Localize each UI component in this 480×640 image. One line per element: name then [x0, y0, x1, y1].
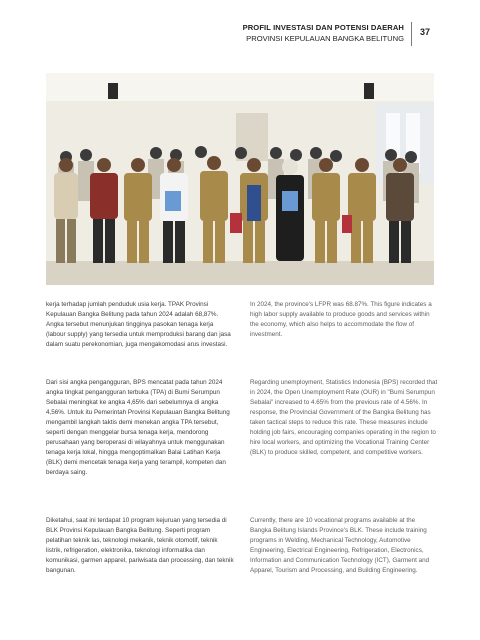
page-number: 37 [420, 27, 431, 37]
left-paragraph-1 [46, 300, 234, 350]
header-title [243, 22, 404, 44]
left-paragraph-2-text: Dari sisi angka pengangguran, BPS mencatat pada tahun 2024 angka tingkat pengangguran terbuka (TPA) di Bumi Serumpun Sebalai meningkat ke angka 4,65% dari sebelumnya di angka 4,56%. Untuk itu Pemerintah Provinsi Kepulauan Bangka Belitung mengambil langkah taktis demi menekan angka TPA tersebut, seperti dengan menggelar bursa tenaga kerja, mendorong perusahaan yang beroperasi di wilayahnya untuk menggunakan tenaga kerja lokal, hingga mengoptimalkan Balai Latihan Kerja (BLK) demi mencetak tenaga kerja yang terampil, kompeten dan berdaya saing. [46, 379, 230, 476]
left-paragraph-3-text: Diketahui, saat ini terdapat 10 program kejuruan yang tersedia di BLK Provinsi Kepulauan Bangka Belitung. Seperti program pelatihan teknik las, teknologi mekanik, teknik otomotif, teknik listrik, refrigeration, elektronika, teknologi informatika dan komunikasi, garmen apparel, pariwisata dan processing, dan teknik bangunan. [46, 517, 234, 574]
group-photo [46, 73, 434, 285]
right-paragraph-3 [250, 516, 438, 576]
group-photo-illustration [46, 73, 434, 285]
header-divider [411, 22, 412, 46]
right-paragraph-1 [250, 300, 438, 340]
left-paragraph-1-text: kerja terhadap jumlah penduduk usia kerja. TPAK Provinsi Kepulauan Bangka Belitung pada tahun 2024 adalah 68,87%. Angka tersebut menunjukan tingginya pasokan tenaga kerja (labour supply) yang tersedia untuk memproduksi barang dan jasa dalam suatu perekonomian, juga mengakomodasi arus investasi. [46, 301, 231, 348]
header-title-line2: PROVINSI KEPULAUAN BANGKA BELITUNG [246, 34, 404, 43]
left-paragraph-2 [46, 378, 234, 478]
left-paragraph-3 [46, 516, 234, 576]
right-paragraph-1-text: In 2024, the province's LFPR was 68.87%. This figure indicates a high labor supply available to produce goods and services within the economy, which also helps to accommodate the flow of investment. [250, 301, 432, 338]
right-paragraph-2-text: Regarding unemployment, Statistics Indonesia (BPS) recorded that in 2024, the Open Unemployment Rate (OUR) in "Bumi Serumpun Sebalai" increased to 4.65% from the previous rate of 4.56%. In response, the Provincial Government of the Bangka Belitung has taken tactical steps to reduce this rate. These measures include holding job fairs, encouraging companies operating in the region to hire local workers, and optimizing the Vocational Training Center (BLK) to produce skilled, competent, and competitive workers. [250, 379, 438, 456]
right-paragraph-2 [250, 378, 438, 458]
right-paragraph-3-text: Currently, there are 10 vocational programs available at the Bangka Belitung Islands Province's BLK. These include training programs in Welding, Mechanical Technology, Automotive Engineering, Electrical Engineering, Refrigeration, Electronics, Information and Communication Technology (ICT), Garment and Apparel, Tourism and Processing, and Building Engineering. [250, 517, 430, 574]
header-title-line1: PROFIL INVESTASI DAN POTENSI DAERAH [242, 23, 404, 32]
